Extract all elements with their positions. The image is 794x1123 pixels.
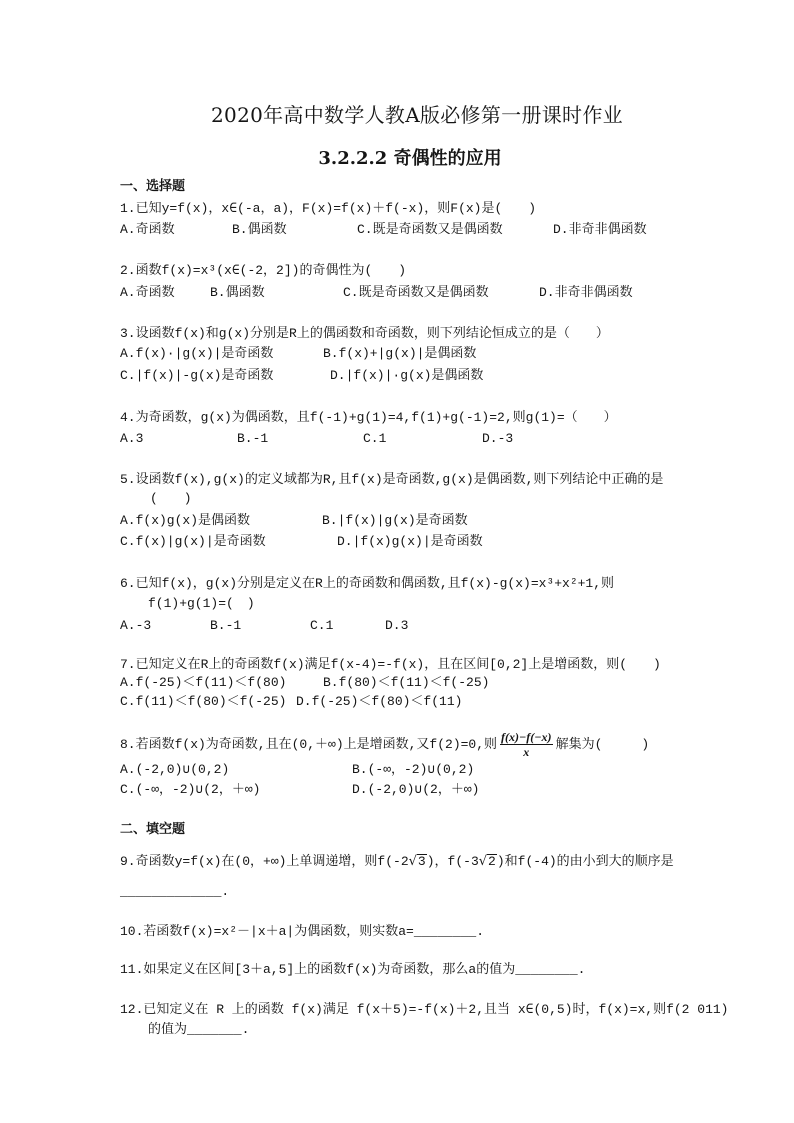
question-3-option-c: C.|f(x)|-g(x)是奇函数 (120, 368, 274, 383)
question-4-stem: 4.为奇函数，g(x)为偶函数，且f(-1)+g(1)=4,f(1)+g(-1)=2,则g(1)=（ ） (120, 410, 617, 425)
question-7-option-a: A.f(-25)＜f(11)＜f(80) (120, 675, 287, 690)
radical-sign: √ (408, 854, 417, 869)
question-1-option-d: D.非奇非偶函数 (553, 222, 647, 237)
question-1-stem: 1.已知y=f(x)，x∈(-a，a)，F(x)=f(x)＋f(-x)，则F(x)是( ) (120, 201, 537, 216)
question-6-option-c: C.1 (310, 618, 334, 633)
question-9-text-3: )和f(-4)的由小到大的顺序是 (496, 854, 674, 869)
section-heading-choice: 一、选择题 (120, 179, 186, 194)
question-8-option-d: D.(-2,0)∪(2，＋∞) (352, 782, 480, 797)
question-7-stem: 7.已知定义在R上的奇函数f(x)满足f(x-4)=-f(x)，且在区间[0,2]上是增函数，则( ) (120, 657, 661, 672)
document-subtitle: 3.2.2.2 奇偶性的应用 (318, 148, 502, 169)
question-7-option-b: B.f(80)＜f(11)＜f(-25) (323, 675, 490, 690)
question-5-option-c: C.f(x)|g(x)|是奇函数 (120, 534, 266, 549)
question-5-option-a: A.f(x)g(x)是偶函数 (120, 513, 251, 528)
question-6-option-d: D.3 (385, 618, 409, 633)
question-9-text-2: )，f(-3 (426, 854, 479, 869)
question-4-option-c: C.1 (363, 431, 387, 446)
question-8-stem-before: 8.若函数f(x)为奇函数,且在(0,＋∞)上是增函数,又f(2)=0,则 (120, 737, 498, 752)
question-5-option-b: B.|f(x)|g(x)是奇函数 (322, 513, 468, 528)
question-8-option-b: B.(-∞，-2)∪(0,2) (352, 762, 475, 777)
question-2-option-c: C.既是奇函数又是偶函数 (343, 285, 489, 300)
question-1-option-b: B.偶函数 (232, 222, 287, 237)
section-heading-fill: 二、填空题 (120, 822, 186, 837)
radicand: 2 (488, 854, 496, 869)
question-12-stem: 12.已知定义在 R 上的函数 f(x)满足 f(x＋5)=-f(x)＋2,且当 x∈(0,5)时，f(x)=x,则f(2 011) (120, 1002, 729, 1017)
question-9-text-1: 9.奇函数y=f(x)在(0，+∞)上单调递增，则f(-2 (120, 854, 409, 869)
question-5-stem-continuation: ( ) (150, 491, 192, 506)
question-6-option-a: A.-3 (120, 618, 152, 633)
question-1-option-a: A.奇函数 (120, 222, 175, 237)
question-2-option-d: D.非奇非偶函数 (539, 285, 633, 300)
question-4-option-a: A.3 (120, 431, 144, 446)
question-2-option-b: B.偶函数 (210, 285, 265, 300)
question-7-option-c: C.f(11)＜f(80)＜f(-25) (120, 694, 287, 709)
question-8-stem-after: 解集为( ) (555, 737, 650, 752)
question-11-stem: 11.如果定义在区间[3＋a,5]上的函数f(x)为奇函数，那么a的值为________. (120, 962, 586, 977)
question-12-stem-continuation: 的值为_______. (148, 1022, 250, 1037)
question-6-option-b: B.-1 (210, 618, 242, 633)
question-3-stem: 3.设函数f(x)和g(x)分别是R上的偶函数和奇函数，则下列结论恒成立的是（ ） (120, 326, 609, 341)
question-3-option-d: D.|f(x)|·g(x)是偶函数 (330, 368, 484, 383)
question-9-stem (120, 852, 674, 872)
question-10-stem: 10.若函数f(x)=x²－|x＋a|为偶函数，则实数a=________. (120, 924, 485, 939)
fraction-denominator: x (523, 745, 530, 760)
question-6-stem-continuation: f(1)+g(1)=( ) (148, 596, 255, 611)
question-8-fraction (500, 731, 553, 758)
question-8-option-a: A.(-2,0)∪(0,2) (120, 762, 230, 777)
radicand: 3 (417, 854, 426, 869)
document-title: 2020年高中数学人教A版必修第一册课时作业 (211, 103, 623, 127)
radical-sign: √ (478, 854, 488, 869)
question-4-option-d: D.-3 (482, 431, 514, 446)
question-3-option-b: B.f(x)+|g(x)|是偶函数 (323, 346, 477, 361)
question-2-stem: 2.函数f(x)=x³(x∈(-2，2])的奇偶性为( ) (120, 263, 407, 278)
question-1-option-c: C.既是奇函数又是偶函数 (357, 222, 503, 237)
square-root-3 (409, 852, 427, 872)
question-3-option-a: A.f(x)·|g(x)|是奇函数 (120, 346, 274, 361)
question-6-stem: 6.已知f(x)，g(x)分别是定义在R上的奇函数和偶函数,且f(x)-g(x)=x³+x²+1,则 (120, 576, 615, 591)
square-root-2 (479, 852, 497, 872)
question-5-option-d: D.|f(x)g(x)|是奇函数 (337, 534, 483, 549)
question-7-option-d: D.f(-25)＜f(80)＜f(11) (296, 694, 463, 709)
fraction-numerator: f(x)−f(−x) (501, 730, 552, 745)
question-8-stem (120, 731, 649, 759)
question-9-answer-blank: _____________. (120, 884, 230, 899)
question-8-option-c: C.(-∞，-2)∪(2，＋∞) (120, 782, 261, 797)
question-4-option-b: B.-1 (237, 431, 269, 446)
question-2-option-a: A.奇函数 (120, 285, 175, 300)
question-5-stem: 5.设函数f(x),g(x)的定义域都为R,且f(x)是奇函数,g(x)是偶函数,则下列结论中正确的是 (120, 472, 664, 487)
